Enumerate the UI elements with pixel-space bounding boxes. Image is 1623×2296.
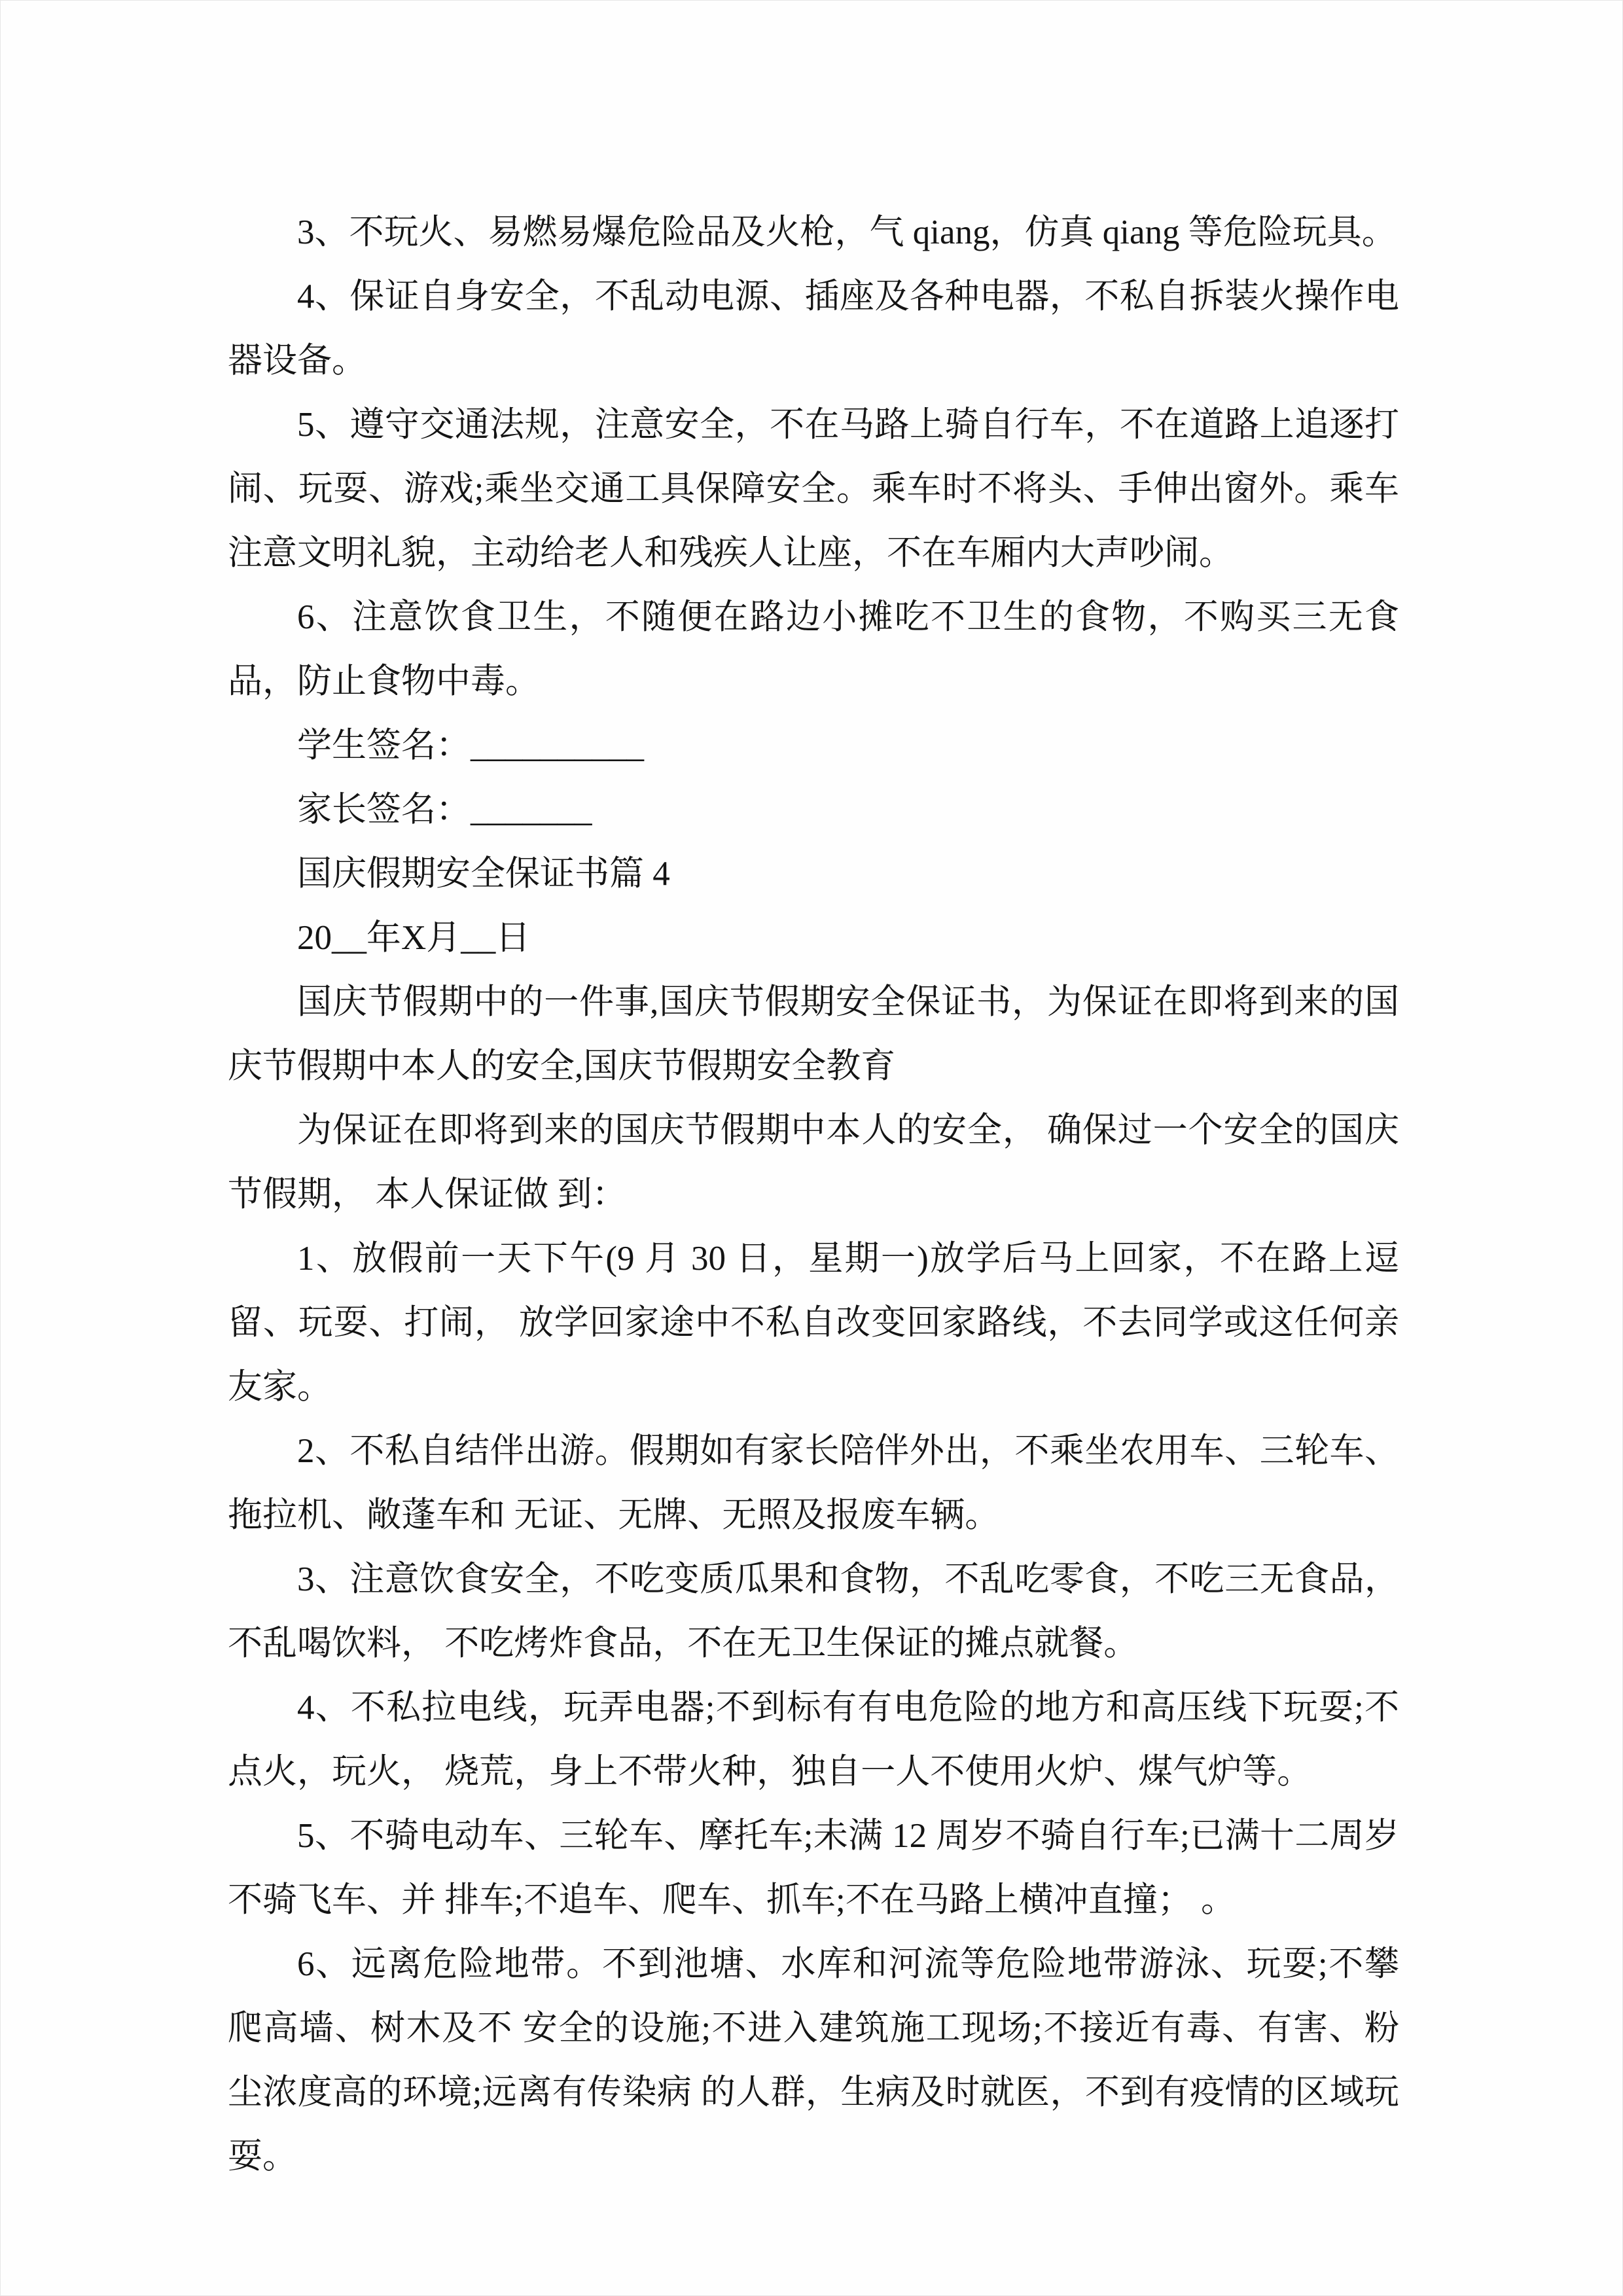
paragraph: 2、不私自结伴出游。假期如有家长陪伴外出，不乘坐农用车、三轮车、拖拉机、敞蓬车和 无证、无牌、无照及报废车辆。	[228, 1432, 1399, 1534]
paragraph: 3、注意饮食安全，不吃变质瓜果和食物，不乱吃零食，不吃三无食品，不乱喝饮料， 不吃烤炸食品，不在无卫生保证的摊点就餐。	[228, 1560, 1399, 1662]
paragraph: 6、远离危险地带。不到池塘、水库和河流等危险地带游泳、玩耍;不攀爬高墙、树木及不 安全的设施;不进入建筑施工现场;不接近有毒、有害、粉尘浓度高的环境;远离有传染病 的人群，生病及时就医，不到有疫情的区域玩耍。	[228, 1945, 1399, 2176]
paragraph: 国庆假期安全保证书篇 4	[297, 855, 670, 893]
paragraph: 20__年X月__日	[297, 919, 531, 957]
document-body	[228, 200, 1399, 2189]
paragraph: 5、不骑电动车、三轮车、摩托车;未满 12 周岁不骑自行车;已满十二周岁不骑飞车、并 排车;不追车、爬车、抓车;不在马路上横冲直撞； 。	[228, 1817, 1399, 1919]
paragraph: 为保证在即将到来的国庆节假期中本人的安全， 确保过一个安全的国庆节假期， 本人保证做 到：	[228, 1111, 1399, 1213]
paragraph: 5、遵守交通法规，注意安全，不在马路上骑自行车，不在道路上追逐打闹、玩耍、游戏;乘坐交通工具保障安全。乘车时不将头、手伸出窗外。乘车注意文明礼貌，主动给老人和残疾人让座，不在车厢内大声吵闹。	[228, 406, 1399, 572]
paragraph: 3、不玩火、易燃易爆危险品及火枪，气 qiang，仿真 qiang 等危险玩具。	[297, 213, 1397, 251]
paragraph: 学生签名：__________	[297, 726, 644, 764]
paragraph: 6、注意饮食卫生，不随便在路边小摊吃不卫生的食物，不购买三无食品，防止食物中毒。	[228, 598, 1399, 700]
paragraph: 国庆节假期中的一件事,国庆节假期安全保证书，为保证在即将到来的国庆节假期中本人的安全,国庆节假期安全教育	[228, 983, 1399, 1085]
paragraph: 4、不私拉电线，玩弄电器;不到标有有电危险的地方和高压线下玩耍;不点火，玩火， 烧荒，身上不带火种，独自一人不使用火炉、煤气炉等。	[228, 1689, 1399, 1791]
paragraph: 4、保证自身安全，不乱动电源、插座及各种电器，不私自拆装火操作电器设备。	[228, 278, 1399, 380]
paragraph: 家长签名：_______	[297, 791, 592, 829]
paragraph: 1、放假前一天下午(9 月 30 日，星期一)放学后马上回家，不在路上逗留、玩耍、打闹， 放学回家途中不私自改变回家路线，不去同学或这任何亲友家。	[228, 1240, 1399, 1406]
